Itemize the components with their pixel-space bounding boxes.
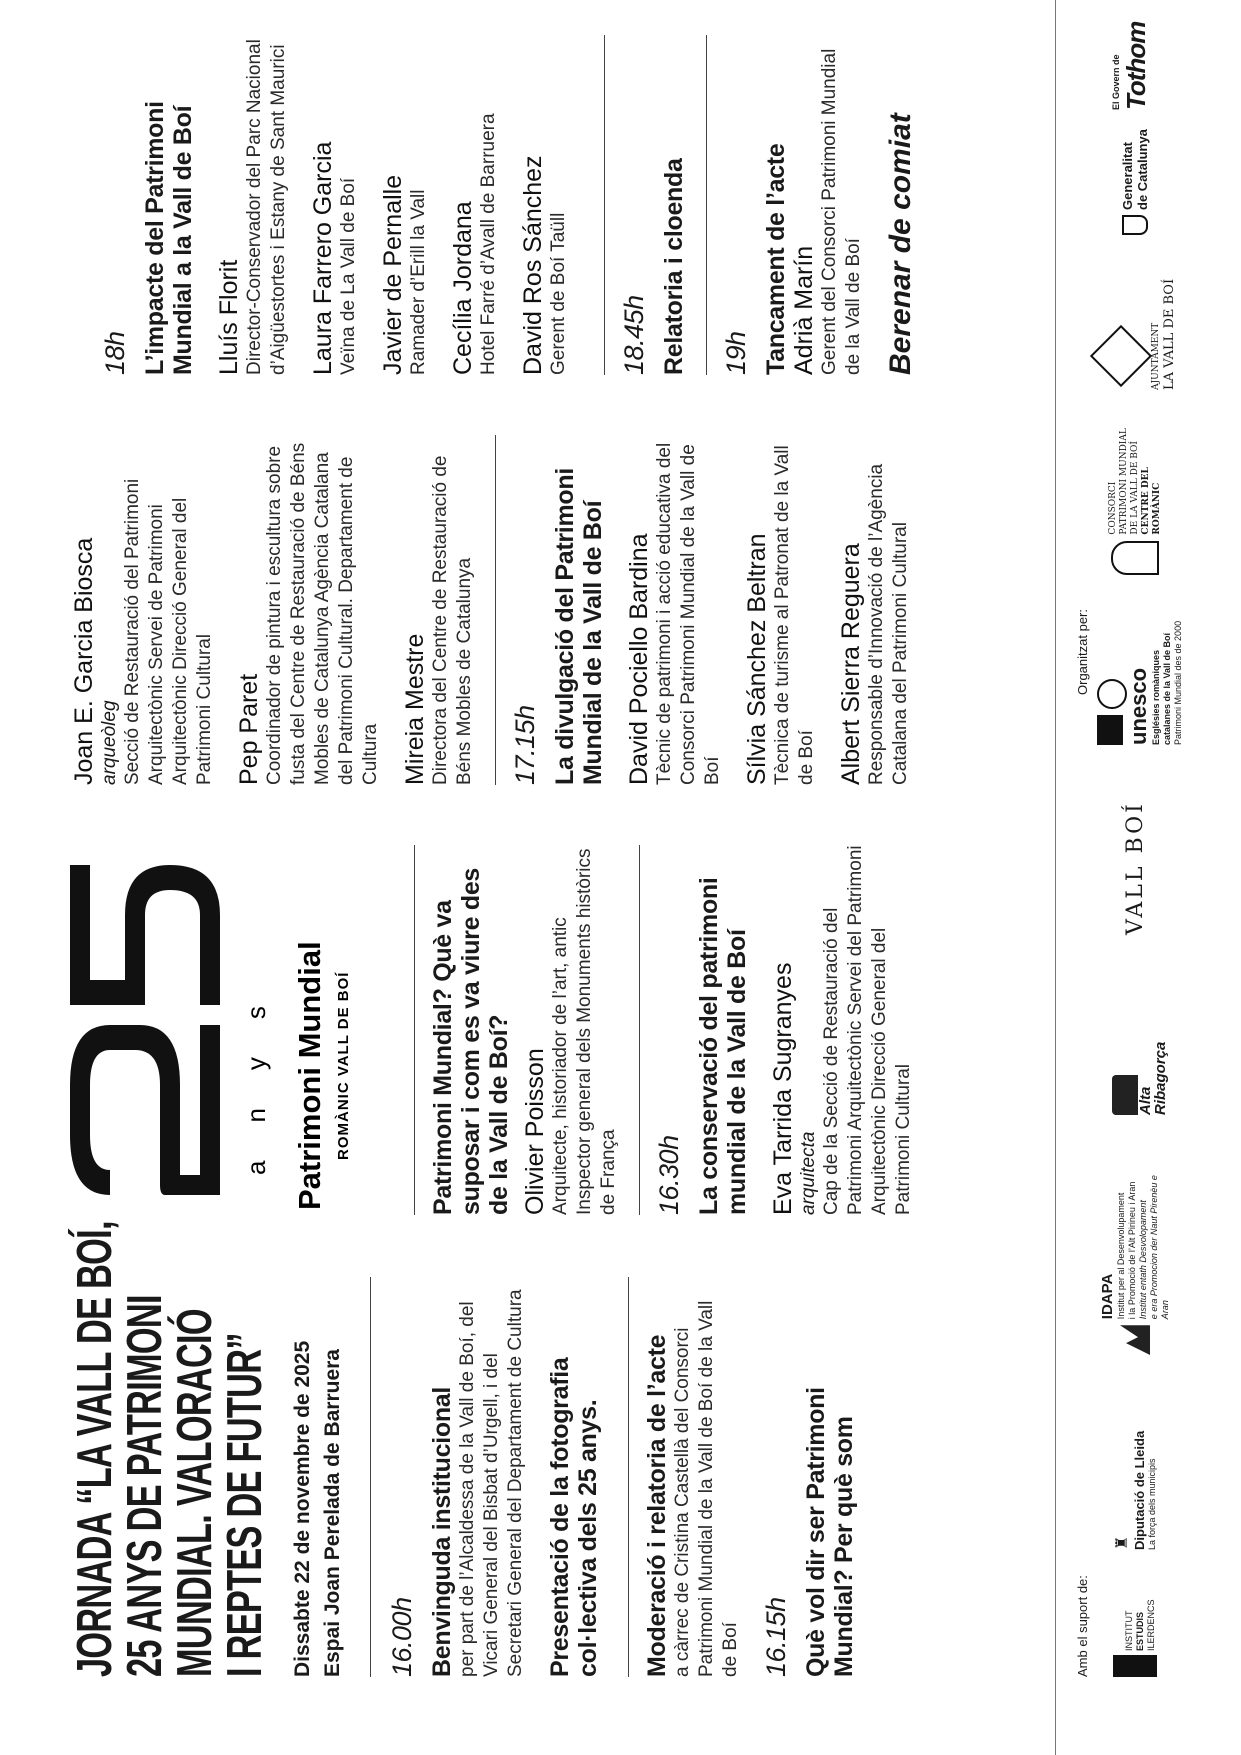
speaker-silvia-sanchez: Sílvia Sánchez Beltran (743, 533, 771, 785)
time-1615: 16.15h (761, 1597, 791, 1677)
moderation-title: Moderació i relatoria de l’acte (643, 1334, 671, 1677)
crest-icon: ♜ (1114, 1535, 1131, 1550)
speaker-pep-paret-text: Coordinador de pintura i escultura sobre fusta del Centre de Restauració de Béns Mobles de Catalunya Agència Catalana del Patrimoni Cultural. Departament de Cultura (264, 442, 381, 785)
conservation-title: La conservació del patrimoni mundial de la Vall de Boí (695, 877, 751, 1215)
event-date: Dissabte 22 de novembre de 2025 (291, 1340, 314, 1677)
speaker-mireia-mestre: Mireia Mestre (401, 633, 429, 785)
world-heritage-question: Què vol dir ser Patrimoni Mundial? Per què som (802, 1387, 858, 1677)
impact-title: L’impacte del Patrimoni Mundial a la Vall de Boí (141, 101, 197, 375)
speaker-eva-tarrida-text: Cap de la Secció de Restauració del Patrimoni Arquitectònic Servei del Patrimoni Arquitectònic Direcció General del Patrimoni Cultural (821, 845, 914, 1215)
speaker-lluis-florit: Lluís Florit (215, 259, 243, 375)
time-1900: 19h (721, 331, 751, 375)
speaker-cecilia-jordana: Cecília Jordana (449, 201, 477, 375)
closing-title: Tancament de l’acte (762, 143, 790, 375)
senyera-shield-icon (1122, 215, 1148, 235)
column-5 (590, 35, 918, 375)
divider (370, 1277, 371, 1677)
unesco-logo: unesco Esglésies romàniques catalanes de la Vall de Boí Patrimoni Mundial des de 2000 (1090, 615, 1190, 745)
speaker-joan-garcia-text: Secció de Restauració del Patrimoni Arquitectònic Servei de Patrimoni Arquitectònic Direcció General del Patrimoni Cultural (122, 478, 215, 785)
twenty-five-years-logo (70, 855, 370, 1215)
support-label: Amb el suport de: (1075, 1575, 1090, 1677)
speaker-javier-pernalle-text: Ramader d’Erill la Vall (408, 189, 429, 375)
anys-label: anys (241, 968, 271, 1175)
speaker-eva-tarrida-role: arquitecta (798, 1131, 819, 1215)
patrimoni-mundial-label: Patrimoni Mundial (292, 941, 327, 1210)
time-1845: 18.45h (619, 295, 649, 375)
column-2 (70, 845, 934, 1215)
speaker-david-ros-text: Gerent de Boí Taüll (548, 212, 569, 375)
govern-tothom-logo: El Govern de Tothom (1110, 21, 1151, 110)
speaker-david-pociello: David Pociello Bardina (625, 533, 653, 785)
speaker-silvia-sanchez-text: Tècnica de turisme al Patronat de la Vall de Boí (772, 445, 817, 785)
generalitat-logo: Generalitat de Catalunya (1110, 125, 1160, 235)
mountain-icon (1120, 1325, 1150, 1355)
time-1715: 17.15h (510, 705, 540, 785)
divider (639, 845, 640, 1215)
speaker-olivier-poisson-role: Arquitecte, historiador de l’art, antic Inspector general dels Monuments històrics de França (550, 848, 619, 1215)
alta-ribagorca-logo: Alta Ribagorça (1095, 1025, 1185, 1115)
speaker-laura-farrero: Laura Farrero Garcia (309, 141, 337, 375)
romanic-label: ROMÀNIC VALL DE BOÍ (335, 971, 352, 1160)
world-heritage-emblem-icon (1097, 679, 1127, 709)
organized-label: Organitzat per: (1075, 609, 1090, 695)
world-heritage-question-cont: Patrimoni Mundial? Què va suposar i com es va viure des de la Vall de Boí? (429, 867, 513, 1215)
iei-logo: INSTITUT ESTUDIS ILERDENCS (1105, 1597, 1165, 1677)
column-1 (68, 1221, 858, 1677)
speaker-david-pociello-text: Tècnic de patrimoni i acció educativa del Consorci Patrimoni Mundial de la Vall de Boí (654, 442, 723, 785)
divider (414, 845, 415, 1215)
divider (604, 35, 605, 375)
ajuntament-logo: AJUNTAMENT LA VALL DE BOÍ (1090, 270, 1180, 390)
speaker-albert-sierra: Albert Sierra Reguera (837, 543, 865, 785)
speaker-albert-sierra-text: Responsable d’Innovació de l’Agència Catalana del Patrimoni Cultural (866, 463, 911, 785)
title-line-4: I REPTES DE FUTUR” (218, 1333, 272, 1677)
speaker-joan-garcia: Joan E. Garcia Biosca (70, 537, 98, 785)
idapa-logo: IDAPA Institut per al Desenvolupament i la Promoció de l’Alt Pirineu i Aran Institut entath Desvolopament e era Promocion der Naut Pirenèu e Aran (1100, 1155, 1170, 1355)
column-4 (100, 35, 589, 375)
speaker-david-ros: David Ros Sánchez (519, 155, 547, 375)
speaker-olivier-poisson: Olivier Poisson (521, 1048, 549, 1215)
speaker-cecilia-jordana-text: Hotel Farré d’Avall de Barruera (478, 113, 499, 375)
speaker-javier-pernalle: Javier de Pernalle (379, 174, 407, 375)
welcome-text: per part de l’Alcaldessa de la Vall de Boí, del Vicari General del Bisbat d’Urgell, i del Secretari General del Departament de Cultura (457, 1289, 526, 1677)
title-line-3: MUNDIAL. VALORACIÓ (168, 1309, 222, 1677)
time-1630: 16.30h (654, 1135, 684, 1215)
closing-report-title: Relatoria i cloenda (660, 158, 688, 375)
column-3 (70, 435, 931, 785)
event-venue: Espai Joan Perelada de Barruera (321, 1349, 344, 1677)
footer-divider (1055, 0, 1056, 1755)
moderation-text: a càrrec de Cristina Castellà del Consorci Patrimoni Mundial de la Vall de Boí de la Vall de Boí (672, 1300, 741, 1677)
church-icon (1111, 541, 1159, 575)
speaker-eva-tarrida: Eva Tarrida Sugranyes (769, 962, 797, 1215)
vall-de-boi-logo: VALL BOÍ (1122, 801, 1148, 935)
dissemination-title: La divulgació del Patrimoni Mundial de la Vall de Boí (551, 468, 607, 785)
divider (628, 1277, 629, 1677)
welcome-title: Benvinguda institucional (428, 1386, 456, 1677)
divider (706, 35, 707, 375)
title-line-2: 25 ANYS DE PATRIMONI (118, 1295, 172, 1677)
speaker-joan-garcia-role: arqueòleg (99, 700, 120, 785)
photo-presentation: Presentació de la fotografia col·lectiva dels 25 anys. (546, 1357, 602, 1677)
speaker-lluis-florit-text: Director-Conservador del Parc Nacional d’Aigüestortes i Estany de Sant Maurici (244, 39, 289, 375)
time-1600: 16.00h (387, 1597, 417, 1677)
time-1800: 18h (100, 331, 130, 375)
speaker-laura-farrero-text: Veïna de La Vall de Boí (338, 177, 359, 375)
diputacio-lleida-logo: ♜ Diputació de Lleida La força dels municipis (1114, 1430, 1157, 1550)
speaker-adria-marin-text: Gerent del Consorci Patrimoni Mundial de la Vall de Boí (819, 48, 864, 375)
anniversary-logo (70, 845, 400, 1215)
temple-icon (1097, 715, 1123, 745)
tower-icon (1112, 1075, 1138, 1115)
farewell-snack: Berenar de comiat (884, 113, 917, 375)
title-line-1: JORNADA “LA VALL DE BOÍ, (68, 1221, 122, 1677)
speaker-pep-paret: Pep Paret (235, 673, 263, 785)
speaker-adria-marin: Adrià Marín (790, 245, 818, 375)
divider (495, 435, 496, 785)
event-title (68, 1221, 280, 1677)
consorci-logo: CONSORCI PATRIMONI MUNDIAL DE LA VALL DE BOÍ CENTRE DEL ROMÀNIC (1100, 425, 1170, 575)
speaker-mireia-mestre-text: Directora del Centre de Restauració de Béns Mobles de Catalunya (430, 455, 475, 785)
coat-of-arms-icon (1090, 325, 1152, 387)
